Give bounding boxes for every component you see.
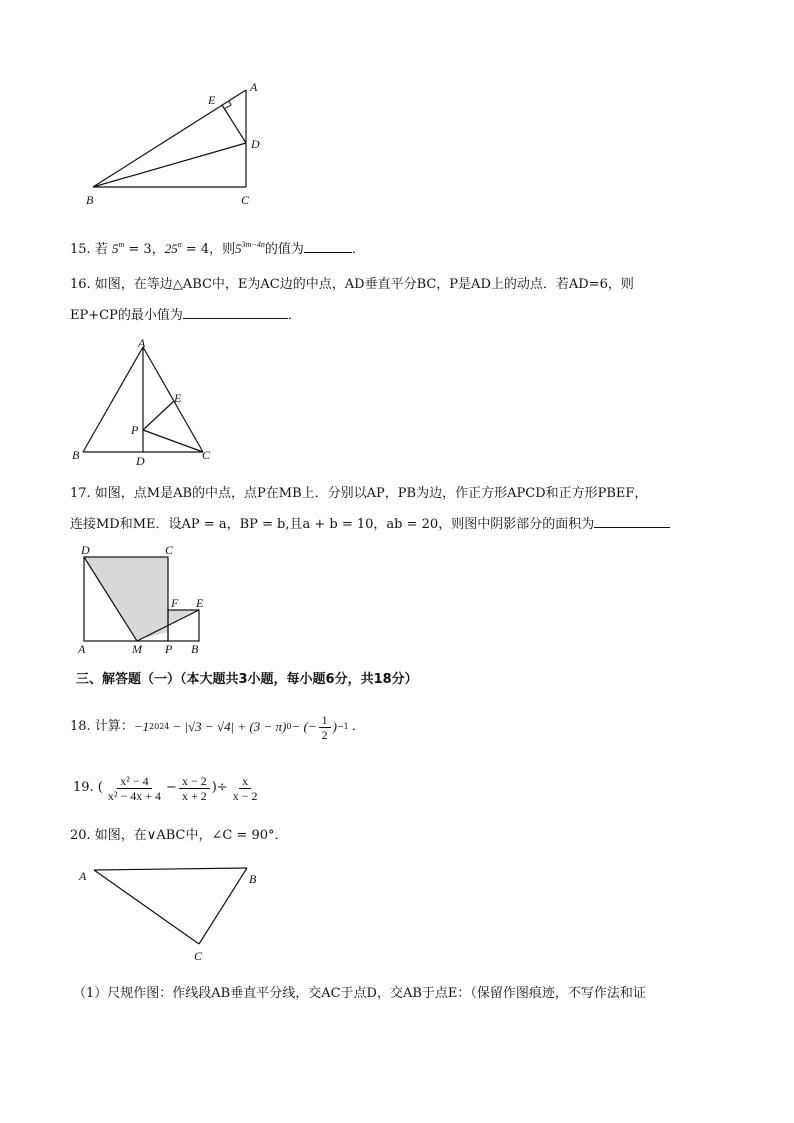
label-A: A [250,80,258,94]
fraction-2: $\frac{x - 2}{x + 2}$ [179,774,210,803]
label-P: P [131,423,139,437]
fraction-1: $\frac{\text{x² − 4}}{\text{x² − 4x + 4}}$ [107,773,162,803]
label-A: A [78,642,86,656]
label-E: E [196,596,204,610]
question-17-line2: 连接MD和ME．设AP = a，BP = b,且a + b = 10，ab = 20，则图中阴影部分的面积为 [70,515,670,534]
label-C: C [194,949,203,963]
label-F: F [171,596,179,610]
question-16-line2: EP+CP的最小值为 ． [70,308,301,323]
label-E: E [208,93,216,107]
label-C: C [202,448,211,462]
figure-q16 [68,335,228,470]
question-20-part1: （1）尺规作图：作线段AB垂直平分线，交AC于点D，交AB于点E：（保留作图痕迹，不写作法和证 [73,986,646,1001]
label-D: D [251,137,260,151]
label-E: E [174,391,182,405]
answer-blank [304,240,352,253]
figure-q14 [80,78,280,213]
label-M: M [132,642,142,656]
label-D: D [81,543,90,557]
label-A: A [79,869,87,883]
question-18: 18. 计算： −1 2024 − |√3 − √4| + (3 − π) 0 − (− $\frac{1}{2}$ ) −1 ． [70,712,365,742]
question-19: 19. ( $\frac{\text{x² − 4}}{\text{x² − 4x + 4}}$ − $\frac{x - 2}{x + 2}$ )÷ $\frac{x}{x - 2}$ [73,768,262,808]
fraction-3: $\frac{x}{x - 2}$ [232,773,258,803]
answer-blank [183,306,288,319]
question-15: 15. 若 $5^m = 3$，$25^n = 4$，则$5^{3m-4n}$的值为 ． [70,240,365,257]
label-C: C [165,543,174,557]
question-17-line1: 17. 如图，点M是AB的中点，点P在MB上．分别以AP，PB为边，作正方形APCD和正方形PBEF， [70,486,648,501]
label-A: A [138,336,146,350]
label-B: B [249,872,257,886]
answer-blank [594,515,670,528]
label-B: B [86,193,94,207]
label-P: P [165,642,173,656]
label-C: C [241,193,250,207]
label-D: D [136,454,145,468]
section-heading: 三、解答题（一）（本大题共3小题，每小题6分，共18分） [76,672,418,687]
label-B: B [191,642,199,656]
fraction-one-half: $\frac{1}{2}$ [319,713,331,742]
label-B: B [72,448,80,462]
figure-q17 [74,540,224,660]
question-20: 20. 如图，在∨ABC中，∠C = 90°． [70,828,288,843]
question-16-line1: 16. 如图，在等边△ABC中，E为AC边的中点，AD垂直平分BC，P是AD上的动点．若AD=6，则 [70,277,634,292]
figure-q20 [72,858,272,968]
